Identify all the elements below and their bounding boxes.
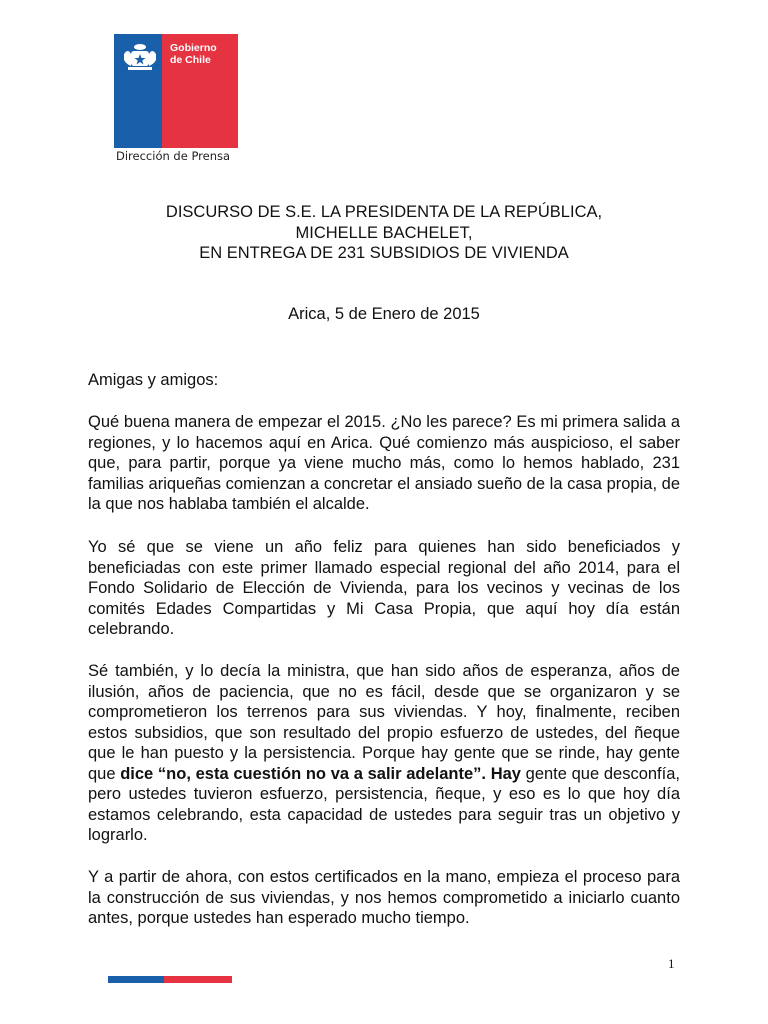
paragraph-2: Yo sé que se viene un año feliz para quienes han sido beneficiados y beneficiadas con este primer llamado especial regional del año 2014, para el Fondo Solidario de Elección de Vivienda, para los vecinos y vecinas de los comités Edades Compartidas y Mi Casa Propia, que aquí hoy día están celebrando. — [88, 538, 680, 638]
logo-blue-block — [114, 34, 162, 148]
coat-of-arms-icon — [120, 42, 160, 72]
footer-color-bar — [108, 976, 232, 983]
title-line-3: EN ENTREGA DE 231 SUBSIDIOS DE VIVIENDA — [199, 244, 569, 262]
footer-bar-red — [164, 976, 232, 983]
salutation: Amigas y amigos: — [88, 371, 219, 389]
speech-date: Arica, 5 de Enero de 2015 — [288, 305, 480, 323]
paragraph-3-start: Sé también, y lo decía la ministra, que han sido años de esperanza, años de ilusión, años de paciencia, que no es fácil, desde que se organizaron y se comprometieron los terrenos para sus viviendas. Y hoy, finalmente, reciben estos subsidios, que son resultado del propio esfuerzo de ustedes, del ñeque que le han puesto y la persistencia. Porque hay gente que se rinde, hay gente que — [88, 662, 680, 783]
speech-title — [80, 202, 688, 264]
paragraph-3-end: gente que desconfía, pero ustedes tuvieron esfuerzo, persistencia, ñeque, y eso es lo que hoy día estamos celebrando, esta capacidad de ustedes para seguir tras un objetivo y lograrlo. — [88, 764, 680, 844]
paragraph-3 — [88, 661, 680, 846]
paragraph-1: Qué buena manera de empezar el 2015. ¿No les parece? Es mi primera salida a regiones, y lo hacemos aquí en Arica. Qué comienzo más auspicioso, el saber que, para partir, porque ya viene mucho más, como lo hemos hablado, 231 familias ariqueñas comienzan a concretar el ansiado sueño de la casa propia, de la que nos hablaba también el alcalde. — [88, 413, 680, 513]
press-office-label: Dirección de Prensa — [116, 149, 231, 163]
title-line-2: MICHELLE BACHELET, — [295, 223, 473, 242]
paragraph-3-bold-quote: dice “no, esta cuestión no va a salir adelante”. Hay — [120, 764, 521, 783]
footer-bar-blue — [108, 976, 164, 983]
title-line-1: DISCURSO DE S.E. LA PRESIDENTA DE LA REPÚBLICA, — [165, 203, 603, 221]
page-number: 1 — [668, 956, 675, 971]
paragraph-4: Y a partir de ahora, con estos certificados en la mano, empieza el proceso para la construcción de sus viviendas, y nos hemos comprometido a iniciarlo cuanto antes, porque ustedes han esperado mucho tiempo. — [88, 868, 680, 927]
logo-text: Gobierno de Chile — [170, 42, 217, 66]
gobierno-de-chile-logo — [114, 34, 238, 148]
